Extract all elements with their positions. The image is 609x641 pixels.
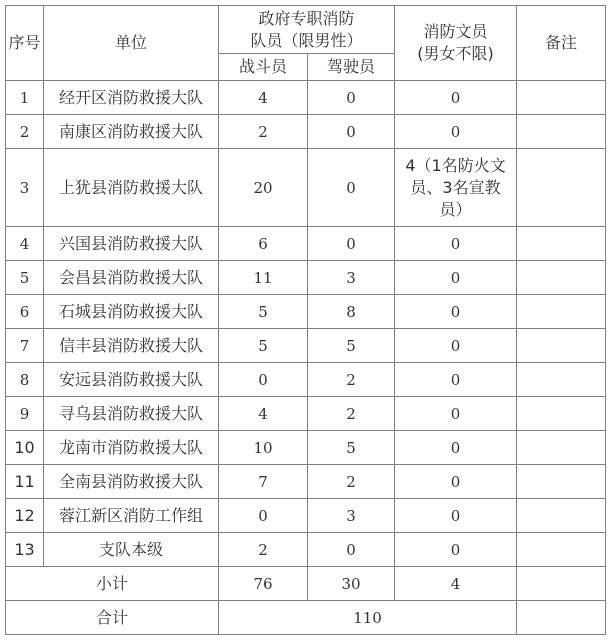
header-civil-line1: 消防文员: [423, 22, 488, 41]
table-body: [6, 81, 606, 567]
table-row: [6, 465, 606, 499]
subtotal-row: [6, 567, 606, 601]
row-remark: [517, 115, 606, 149]
row-civil: 0: [395, 81, 517, 115]
row-fighter: 2: [219, 115, 308, 149]
row-civil: 0: [395, 431, 517, 465]
header-driver: 驾驶员: [308, 54, 395, 81]
row-driver: 0: [308, 533, 395, 567]
row-seq: 1: [6, 81, 44, 115]
table-row: [6, 149, 606, 227]
row-fighter: 4: [219, 81, 308, 115]
row-fighter: 5: [219, 295, 308, 329]
row-seq: 10: [6, 431, 44, 465]
row-remark: [517, 329, 606, 363]
row-fighter: 4: [219, 397, 308, 431]
row-unit: 兴国县消防救援大队: [44, 227, 219, 261]
row-civil: 4（1名防火文员、3名宣教员）: [395, 149, 517, 227]
row-unit: 寻乌县消防救援大队: [44, 397, 219, 431]
table-row: [6, 261, 606, 295]
table-row: [6, 363, 606, 397]
total-remark: [517, 601, 606, 635]
header-seq: 序号: [6, 6, 44, 81]
row-driver: 0: [308, 149, 395, 227]
row-unit: 上犹县消防救援大队: [44, 149, 219, 227]
header-gov-line2: 队员（限男性）: [250, 30, 363, 50]
row-driver: 3: [308, 499, 395, 533]
row-seq: 6: [6, 295, 44, 329]
table-row: [6, 499, 606, 533]
header-gov-line1: 政府专职消防: [258, 8, 355, 28]
row-remark: [517, 431, 606, 465]
row-fighter: 0: [219, 363, 308, 397]
row-unit: 全南县消防救援大队: [44, 465, 219, 499]
row-remark: [517, 227, 606, 261]
table-row: [6, 533, 606, 567]
row-civil: 0: [395, 499, 517, 533]
row-seq: 4: [6, 227, 44, 261]
table-row: [6, 227, 606, 261]
row-fighter: 6: [219, 227, 308, 261]
recruitment-table-container: [5, 5, 606, 635]
row-driver: 8: [308, 295, 395, 329]
subtotal-label: 小计: [6, 567, 219, 601]
header-civil-line2: (男女不限): [417, 44, 494, 63]
header-civil: [395, 6, 517, 81]
row-unit: 支队本级: [44, 533, 219, 567]
row-civil: 0: [395, 227, 517, 261]
recruitment-table: [5, 5, 606, 635]
row-seq: 3: [6, 149, 44, 227]
row-civil: 0: [395, 261, 517, 295]
row-fighter: 5: [219, 329, 308, 363]
row-unit: 南康区消防救援大队: [44, 115, 219, 149]
row-remark: [517, 499, 606, 533]
row-driver: 5: [308, 431, 395, 465]
subtotal-driver: 30: [308, 567, 395, 601]
row-civil: 0: [395, 363, 517, 397]
row-fighter: 7: [219, 465, 308, 499]
total-label: 合计: [6, 601, 219, 635]
row-fighter: 11: [219, 261, 308, 295]
row-seq: 9: [6, 397, 44, 431]
row-unit: 石城县消防救援大队: [44, 295, 219, 329]
subtotal-civil: 4: [395, 567, 517, 601]
row-remark: [517, 149, 606, 227]
row-driver: 0: [308, 115, 395, 149]
row-remark: [517, 397, 606, 431]
row-unit: 龙南市消防救援大队: [44, 431, 219, 465]
row-driver: 3: [308, 261, 395, 295]
row-unit: 经开区消防救援大队: [44, 81, 219, 115]
header-gov-group: [219, 6, 395, 54]
row-civil: 0: [395, 533, 517, 567]
row-driver: 5: [308, 329, 395, 363]
row-seq: 12: [6, 499, 44, 533]
row-driver: 0: [308, 227, 395, 261]
row-fighter: 10: [219, 431, 308, 465]
header-row-1: [6, 6, 606, 54]
table-row: [6, 115, 606, 149]
row-remark: [517, 81, 606, 115]
table-row: [6, 329, 606, 363]
row-seq: 2: [6, 115, 44, 149]
table-row: [6, 397, 606, 431]
row-civil: 0: [395, 465, 517, 499]
header-fighter: 战斗员: [219, 54, 308, 81]
row-unit: 安远县消防救援大队: [44, 363, 219, 397]
row-driver: 0: [308, 81, 395, 115]
row-remark: [517, 363, 606, 397]
row-civil: 0: [395, 115, 517, 149]
row-seq: 7: [6, 329, 44, 363]
row-fighter: 2: [219, 533, 308, 567]
subtotal-fighter: 76: [219, 567, 308, 601]
row-driver: 2: [308, 363, 395, 397]
row-fighter: 20: [219, 149, 308, 227]
total-value: 110: [219, 601, 517, 635]
row-fighter: 0: [219, 499, 308, 533]
row-seq: 13: [6, 533, 44, 567]
total-row: [6, 601, 606, 635]
row-remark: [517, 533, 606, 567]
row-seq: 5: [6, 261, 44, 295]
row-driver: 2: [308, 465, 395, 499]
row-civil: 0: [395, 397, 517, 431]
row-remark: [517, 295, 606, 329]
row-unit: 信丰县消防救援大队: [44, 329, 219, 363]
table-row: [6, 295, 606, 329]
row-civil: 0: [395, 295, 517, 329]
row-remark: [517, 465, 606, 499]
header-remark: 备注: [517, 6, 606, 81]
row-unit: 蓉江新区消防工作组: [44, 499, 219, 533]
subtotal-remark: [517, 567, 606, 601]
row-seq: 8: [6, 363, 44, 397]
header-unit: 单位: [44, 6, 219, 81]
row-civil: 0: [395, 329, 517, 363]
table-row: [6, 431, 606, 465]
row-driver: 2: [308, 397, 395, 431]
row-seq: 11: [6, 465, 44, 499]
row-remark: [517, 261, 606, 295]
table-row: [6, 81, 606, 115]
row-unit: 会昌县消防救援大队: [44, 261, 219, 295]
